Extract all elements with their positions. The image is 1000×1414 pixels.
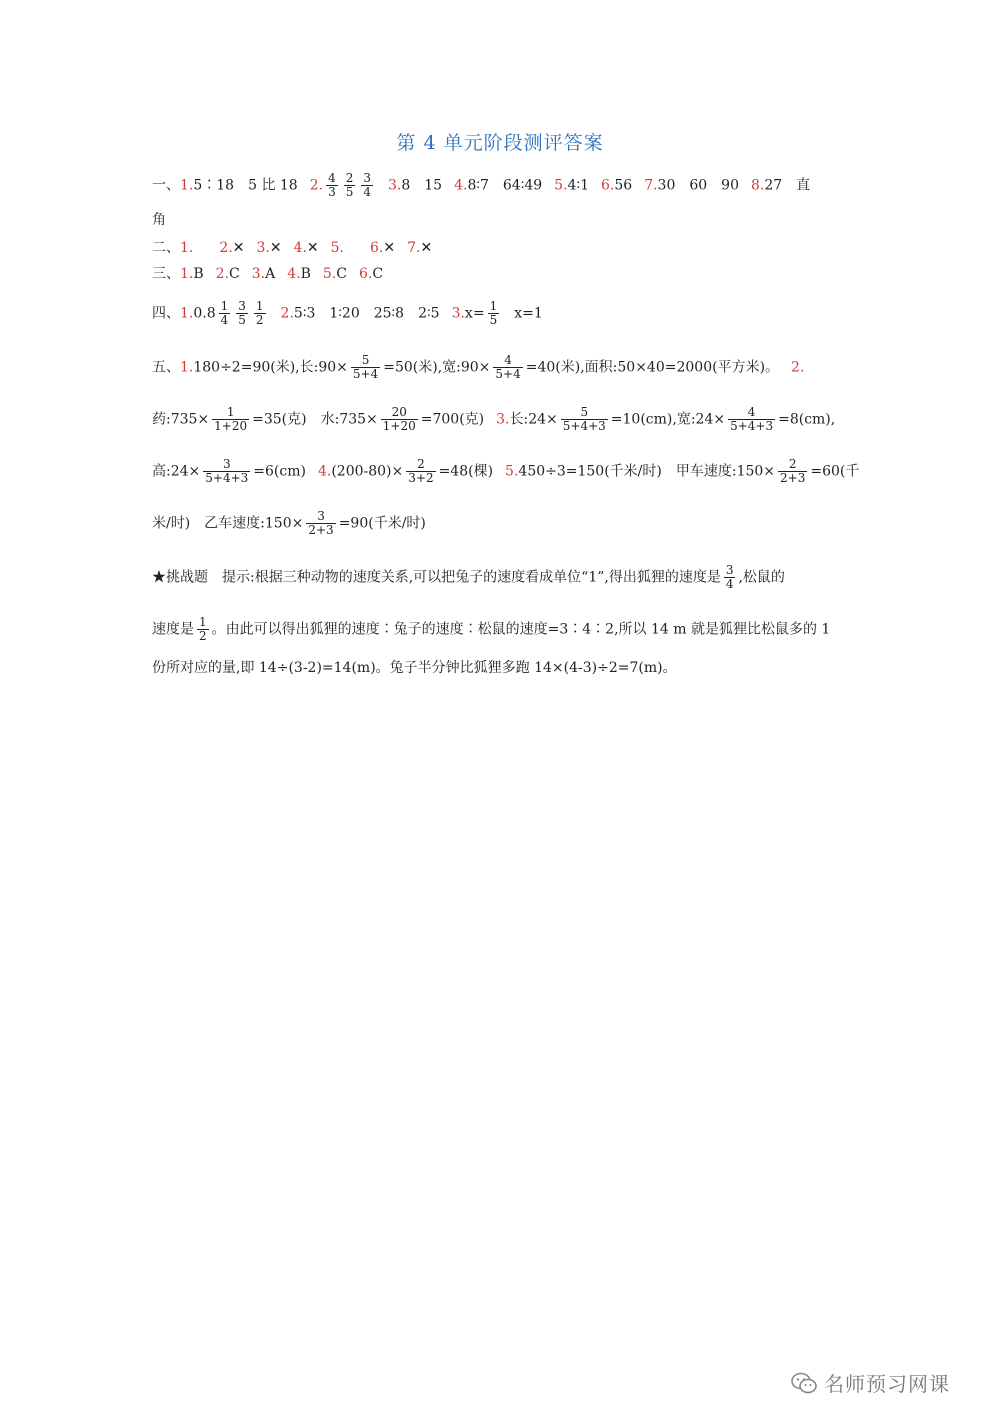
answer: 27 直 [764,177,811,194]
q-number: 8. [751,177,765,194]
q-number: 3. [451,305,465,322]
answer-text: =35(克) 水:735× [252,411,378,428]
answer: x=1 [514,305,543,322]
answer: 4∶1 [567,177,589,194]
answer: C [372,266,384,282]
fraction: $\frac{2}{5}$ [345,171,354,199]
answer-text: =40(米),面积:50×40=2000(平方米)。 [525,359,780,376]
answer-text: =60(千 [810,463,860,480]
fraction: $\frac{5}{5+4+3}$ [562,405,606,433]
page-title: 第 4 单元阶段测评答案 [396,132,604,154]
q-number: 7. [644,177,658,194]
section-1-wrap: 角 [152,212,166,228]
fraction: $\frac{4}{5+4+3}$ [730,405,774,433]
answer-text: 180÷2=90(米),长:90× [193,359,348,376]
answer: 8 15 [401,177,443,194]
q-number: 4. [454,177,468,194]
answer-text: =10(cm),宽:24× [610,411,726,428]
section-3-lead: 三、 [152,266,180,282]
answer: 5∶3 1∶20 25∶8 2∶5 [293,305,440,322]
q-number: 4. [317,463,332,480]
q-number: 3. [387,177,402,194]
answer-text: =8(cm), [778,411,836,428]
q-number: 1. [180,177,194,194]
fraction: $\frac{3}{5+4+3}$ [205,457,249,485]
q-number: 2. [791,359,805,376]
q-number: 7. [407,240,421,256]
answer: ✕ [383,240,396,256]
answer: B [300,266,311,282]
section-5-line-3 [152,457,860,485]
q-number: 3. [256,240,270,256]
q-number: 4. [287,266,301,282]
answer: ✕ [269,240,282,256]
answer-text: =50(米),宽:90× [383,359,491,376]
answer: 56 [614,177,633,194]
answer-text: =48(棵) [438,463,494,480]
q-number: 6. [370,240,384,256]
section-4-lead: 四、 [152,305,180,322]
answer-text: 450÷3=150(千米/时) 甲车速度:150× [518,463,776,480]
fraction: $\frac{2}{2+3}$ [780,457,806,485]
fraction: $\frac{3}{4}$ [363,171,371,199]
challenge-text: 。由此可以得出狐狸的速度∶兔子的速度∶松鼠的速度=3∶4∶2,所以 14 m 就是狐狸比松鼠多的 1 [211,621,831,638]
answer: ✕ [420,240,433,256]
q-number: 6. [358,266,373,282]
q-number: 1. [180,266,194,282]
fraction: $\frac{4}{5+4}$ [495,353,521,381]
answer [193,240,207,256]
q-number: 5. [322,266,337,282]
q-number: 1. [180,359,194,376]
wechat-icon [790,1371,818,1395]
watermark [790,1368,950,1397]
section-2-lead: 二、 [152,240,180,256]
q-number: 4. [293,240,307,256]
section-3-line [152,264,852,284]
answer: B [193,266,204,282]
section-1-line-1 [152,172,852,199]
fraction: $\frac{5}{5+4}$ [352,353,379,381]
q-number: 1. [180,305,194,322]
q-number: 5. [554,177,568,194]
challenge-text: ★挑战题 提示:根据三种动物的速度关系,可以把兔子的速度看成单位“1”,得出狐狸的速度是 [152,569,721,586]
section-1-lead: 一、 [152,177,180,194]
answer: 5∶18 5 比 18 [193,177,298,194]
answer: C [336,266,347,282]
answer-text: 高:24× [152,463,201,480]
q-number: 3. [251,266,266,282]
answer: 0.8 [193,305,216,322]
section-5-line-2 [152,406,852,433]
challenge-text: ,松鼠的 [738,569,785,586]
section-4-line [152,300,852,327]
q-number: 2. [215,266,230,282]
challenge-line-1 [152,564,852,591]
answer: ✕ [232,240,245,256]
answer: A [265,266,276,282]
answer-text: =6(cm) [253,463,306,480]
answer: 8∶7 64∶49 [467,177,543,194]
challenge-line-3: 份所对应的量,即 14÷(3-2)=14(m)。兔子半分钟比狐狸多跑 14×(4-3)÷2=7(m)。 [152,660,677,676]
answer-text: 米/时) 乙车速度:150× [152,515,304,532]
fraction: $\frac{20}{1+20}$ [382,405,416,433]
fraction: $\frac{2}{3+2}$ [408,457,434,485]
fraction: $\frac{1}{1+20}$ [214,405,248,433]
answer-text: 长:24× [509,411,558,428]
section-5-line-1 [152,354,852,381]
fraction: $\frac{4}{3}$ [328,171,336,199]
answer: C [229,266,240,282]
q-number: 6. [601,177,615,194]
q-number: 2. [309,177,324,194]
fraction: $\frac{3}{5}$ [238,299,246,327]
q-number: 5. [330,240,344,256]
answer: ✕ [306,240,319,256]
fraction: $\frac{1}{4}$ [220,299,229,327]
answer-text: 药:735× [152,411,210,428]
answer: 30 60 90 [657,177,739,194]
answer [344,240,358,256]
answer: x= [464,305,485,322]
fraction: $\frac{1}{5}$ [489,299,498,327]
fraction: $\frac{3}{4}$ [725,563,734,591]
answer-text: (200-80)× [331,463,404,480]
answer-text: =700(克) [420,411,485,428]
q-number: 3. [496,411,510,428]
fraction: $\frac{1}{2}$ [255,299,264,327]
challenge-text: 速度是 [152,621,194,638]
watermark-text: 名师预习网课 [824,1372,950,1396]
fraction: $\frac{1}{2}$ [199,615,207,643]
challenge-line-2 [152,616,852,643]
q-number: 2. [280,305,294,322]
q-number: 5. [505,463,519,480]
q-number: 1. [180,240,194,256]
answer-text: =90(千米/时) [338,515,426,532]
section-2-line [152,238,852,258]
q-number: 2. [219,240,233,256]
section-5-lead: 五、 [152,359,180,376]
fraction: $\frac{3}{2+3}$ [308,509,334,537]
section-5-line-4 [152,510,852,537]
